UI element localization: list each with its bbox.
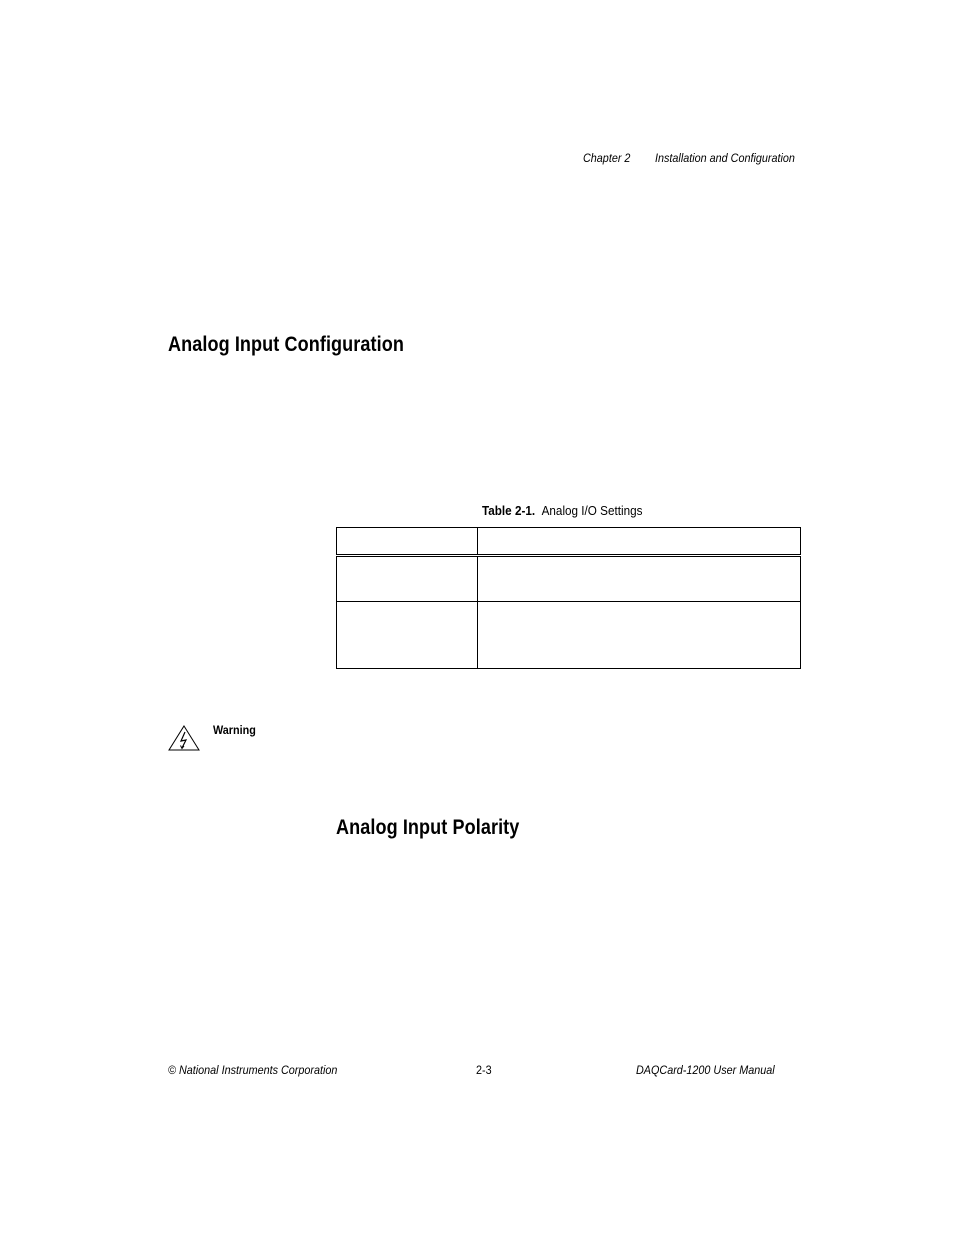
footer-copyright: © National Instruments Corporation xyxy=(168,1063,338,1077)
table-caption xyxy=(482,503,642,518)
analog-io-settings-table xyxy=(336,527,801,669)
header-section: Installation and Configuration xyxy=(655,151,795,165)
electrical-hazard-icon xyxy=(168,725,200,751)
table-caption-title: Analog I/O Settings xyxy=(541,503,643,518)
table-header-cell xyxy=(337,528,478,556)
warning-label: Warning xyxy=(213,723,256,737)
table-header-row xyxy=(337,528,801,556)
table-cell xyxy=(478,556,801,602)
footer-manual-title: DAQCard-1200 User Manual xyxy=(636,1063,775,1077)
table-row xyxy=(337,602,801,669)
table-caption-label: Table 2-1. xyxy=(482,503,536,518)
table-cell xyxy=(478,602,801,669)
table-header-cell xyxy=(478,528,801,556)
table-cell xyxy=(337,602,478,669)
header-chapter: Chapter 2 xyxy=(583,151,631,165)
table-cell xyxy=(337,556,478,602)
heading-analog-input-polarity: Analog Input Polarity xyxy=(336,816,520,839)
footer-page-number: 2-3 xyxy=(476,1063,492,1077)
heading-analog-input-configuration: Analog Input Configuration xyxy=(168,333,404,356)
table-row xyxy=(337,556,801,602)
